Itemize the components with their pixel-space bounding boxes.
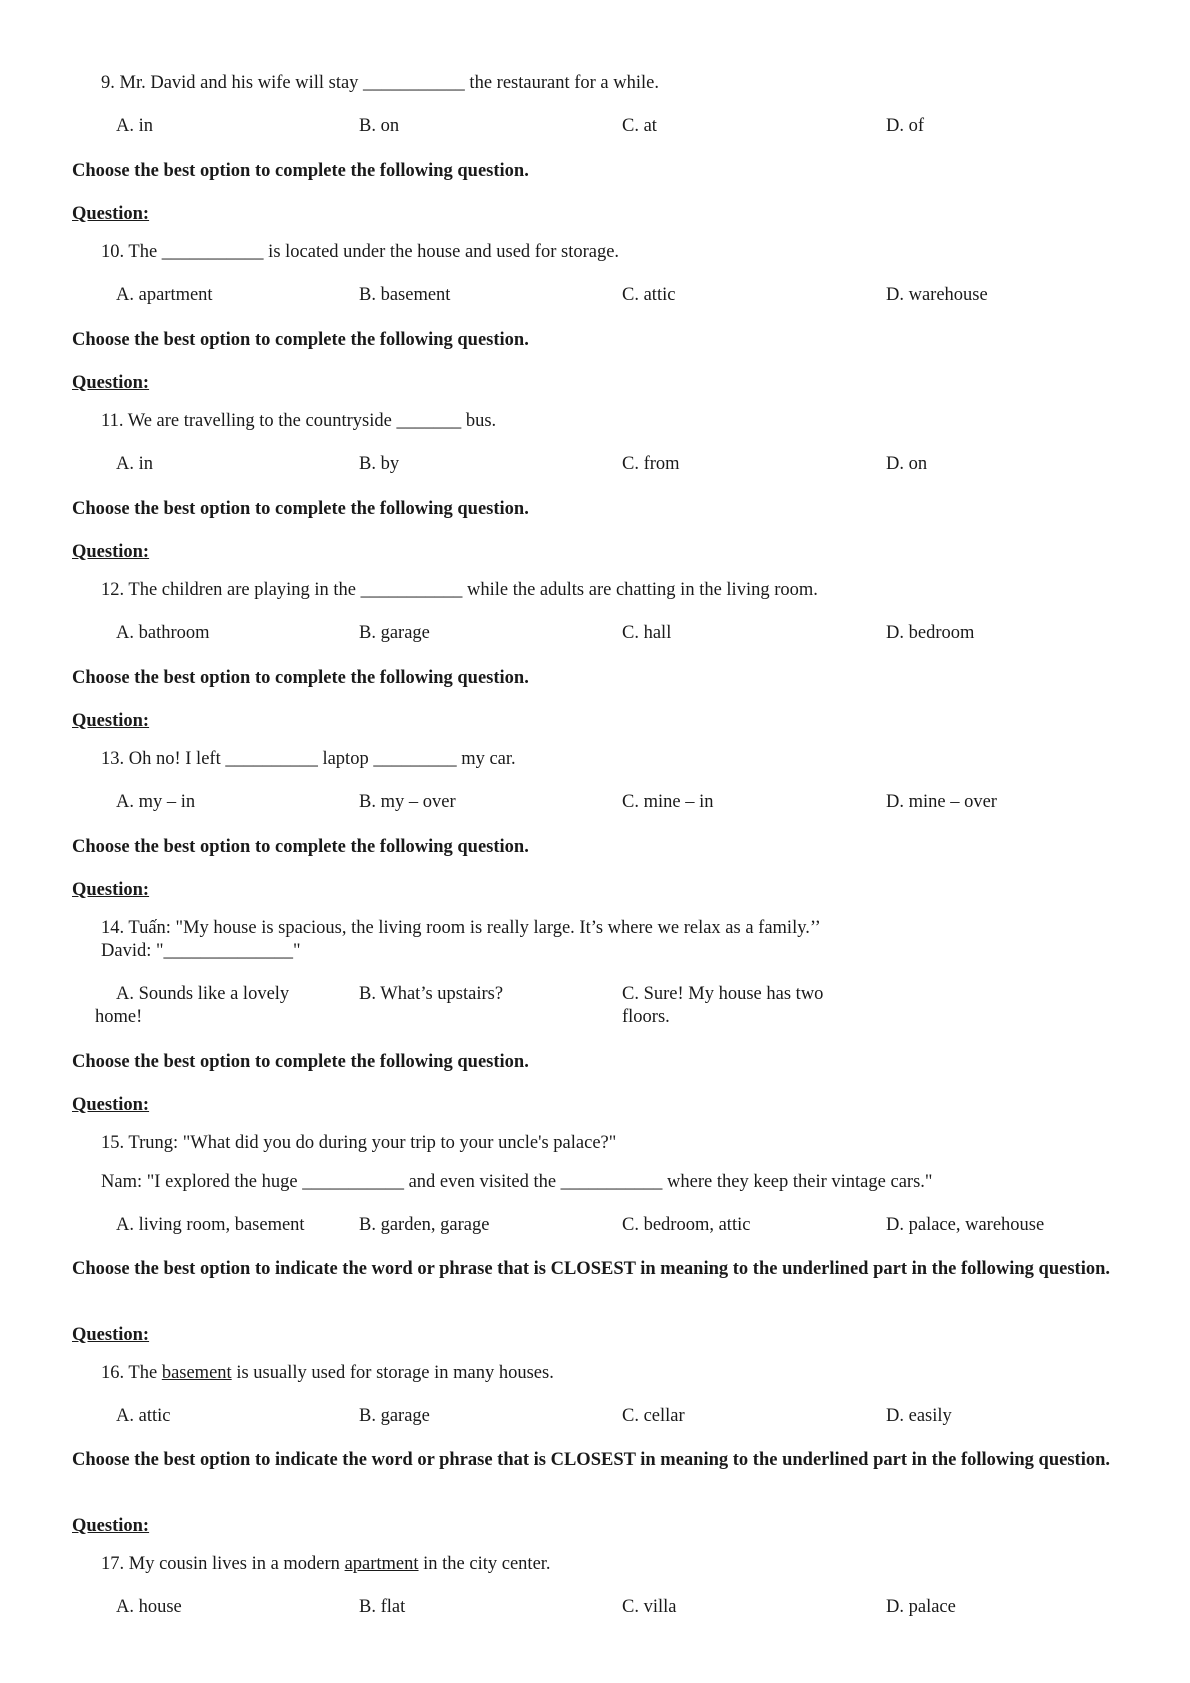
question-label: Question:: [72, 880, 150, 900]
q12-option-a[interactable]: A. bathroom: [116, 623, 210, 643]
question-11-stem: 11. We are travelling to the countryside _______ bus.: [101, 411, 497, 431]
q14-option-a-line1[interactable]: A. Sounds like a lovely: [116, 984, 290, 1004]
q16-option-a[interactable]: A. attic: [116, 1406, 171, 1426]
question-14-stem-line1: 14. Tuấn: "My house is spacious, the living room is really large. It’s where we relax as a family.’’: [101, 918, 821, 938]
question-label: Question:: [72, 542, 150, 562]
q11-option-a[interactable]: A. in: [116, 454, 153, 474]
q16-option-b[interactable]: B. garage: [359, 1406, 430, 1426]
instruction: Choose the best option to complete the following question.: [72, 668, 529, 688]
q16-option-d[interactable]: D. easily: [886, 1406, 952, 1426]
instruction: Choose the best option to indicate the word or phrase that is CLOSEST in meaning to the underlined part in the following question.: [72, 1450, 1110, 1470]
instruction: Choose the best option to indicate the word or phrase that is CLOSEST in meaning to the underlined part in the following question.: [72, 1259, 1110, 1279]
question-label: Question:: [72, 711, 150, 731]
q14-option-c-line2[interactable]: floors.: [622, 1007, 670, 1027]
q12-option-c[interactable]: C. hall: [622, 623, 672, 643]
stem-text: in the city center.: [418, 1554, 551, 1574]
q17-option-c[interactable]: C. villa: [622, 1597, 677, 1617]
question-13-stem: 13. Oh no! I left __________ laptop _________ my car.: [101, 749, 516, 769]
q12-option-d[interactable]: D. bedroom: [886, 623, 975, 643]
q15-option-a[interactable]: A. living room, basement: [116, 1215, 305, 1235]
q10-option-a[interactable]: A. apartment: [116, 285, 213, 305]
q12-option-b[interactable]: B. garage: [359, 623, 430, 643]
question-label: Question:: [72, 373, 150, 393]
underlined-word: basement: [161, 1363, 232, 1383]
q14-option-a-line2[interactable]: home!: [95, 1007, 143, 1027]
stem-text: 16. The: [101, 1363, 162, 1383]
question-15-stem-line2: Nam: "I explored the huge ___________ and even visited the ___________ where they keep their vintage cars.": [101, 1172, 933, 1192]
q13-option-c[interactable]: C. mine – in: [622, 792, 714, 812]
instruction: Choose the best option to complete the following question.: [72, 1052, 529, 1072]
q11-option-b[interactable]: B. by: [359, 454, 400, 474]
q17-option-d[interactable]: D. palace: [886, 1597, 956, 1617]
stem-text: is usually used for storage in many houses.: [231, 1363, 554, 1383]
question-9-stem: 9. Mr. David and his wife will stay ___________ the restaurant for a while.: [101, 73, 659, 93]
q15-option-d[interactable]: D. palace, warehouse: [886, 1215, 1045, 1235]
q10-option-c[interactable]: C. attic: [622, 285, 676, 305]
q16-option-c[interactable]: C. cellar: [622, 1406, 685, 1426]
q13-option-b[interactable]: B. my – over: [359, 792, 456, 812]
question-10-stem: 10. The ___________ is located under the house and used for storage.: [101, 242, 620, 262]
question-15-stem-line1: 15. Trung: "What did you do during your trip to your uncle's palace?": [101, 1133, 617, 1153]
q15-option-b[interactable]: B. garden, garage: [359, 1215, 490, 1235]
q13-option-a[interactable]: A. my – in: [116, 792, 196, 812]
instruction: Choose the best option to complete the following question.: [72, 161, 529, 181]
q9-option-d[interactable]: D. of: [886, 116, 925, 136]
q17-option-b[interactable]: B. flat: [359, 1597, 406, 1617]
q14-option-b[interactable]: B. What’s upstairs?: [359, 984, 504, 1004]
q15-option-c[interactable]: C. bedroom, attic: [622, 1215, 751, 1235]
question-17-stem: [101, 1553, 551, 1576]
q17-option-a[interactable]: A. house: [116, 1597, 182, 1617]
q11-option-d[interactable]: D. on: [886, 454, 928, 474]
q13-option-d[interactable]: D. mine – over: [886, 792, 997, 812]
q10-option-b[interactable]: B. basement: [359, 285, 451, 305]
instruction: Choose the best option to complete the following question.: [72, 837, 529, 857]
underlined-word: apartment: [344, 1554, 419, 1574]
question-label: Question:: [72, 1516, 150, 1536]
question-label: Question:: [72, 1095, 150, 1115]
q11-option-c[interactable]: C. from: [622, 454, 680, 474]
stem-text: 17. My cousin lives in a modern: [101, 1554, 345, 1574]
question-14-stem-line2: David: "______________": [101, 941, 301, 961]
question-12-stem: 12. The children are playing in the ___________ while the adults are chatting in the living room.: [101, 580, 818, 600]
instruction: Choose the best option to complete the following question.: [72, 499, 529, 519]
q10-option-d[interactable]: D. warehouse: [886, 285, 988, 305]
question-label: Question:: [72, 204, 150, 224]
question-16-stem: [101, 1362, 554, 1385]
instruction: Choose the best option to complete the following question.: [72, 330, 529, 350]
q9-option-b[interactable]: B. on: [359, 116, 400, 136]
q14-option-c-line1[interactable]: C. Sure! My house has two: [622, 984, 824, 1004]
q9-option-c[interactable]: C. at: [622, 116, 657, 136]
q9-option-a[interactable]: A. in: [116, 116, 153, 136]
question-label: Question:: [72, 1325, 150, 1345]
